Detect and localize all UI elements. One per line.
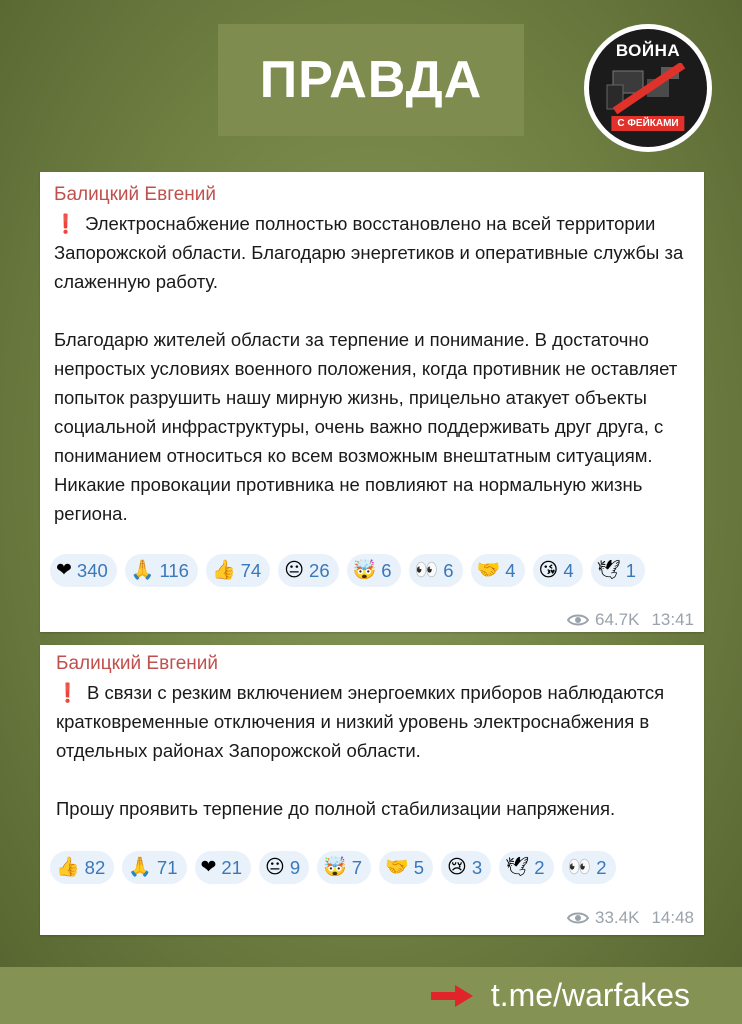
- logo: [584, 24, 712, 152]
- pray-icon: 🙏: [130, 559, 155, 581]
- header-badge: [218, 24, 524, 136]
- post-paragraph: [54, 209, 694, 296]
- reaction-count: 4: [563, 559, 574, 581]
- reaction-count: 21: [221, 856, 242, 878]
- post-paragraph-text: В связи с резким включением энергоемких приборов наблюдаются кратковременные отключения и низкий уровень электроснабжения в отдельных районах Запорожской области.: [56, 682, 670, 761]
- reaction-count: 340: [76, 559, 108, 581]
- page-title: ПРАВДА: [259, 51, 483, 109]
- post-paragraph: Благодарю жителей области за терпение и понимание. В достаточно непростых условиях военного положения, когда противник не оставляет попыток разрушить нашу мирную жизнь, прицельно атакует объекты социальной инфраструктуры, очень важно поддерживать друг друга, с пониманием относиться ко всем возможным внештатным ситуациям. Никакие провокации противника не повлияют на нормальную жизнь региона.: [54, 329, 683, 524]
- post-author[interactable]: Балицкий Евгений: [56, 653, 219, 674]
- reaction-count: 74: [240, 559, 262, 581]
- channel-link[interactable]: t.me/warfakes: [490, 977, 690, 1013]
- reaction-count: 7: [351, 856, 363, 878]
- post-paragraph: Прошу проявить терпение до полной стабилизации напряжения.: [56, 798, 616, 819]
- reaction-count: 4: [505, 559, 516, 581]
- view-count: 64.7K: [595, 610, 640, 629]
- exploding-head-icon: 🤯: [352, 559, 377, 581]
- post-paragraph-text: Электроснабжение полностью восстановлено на всей территории Запорожской области. Благодарю энергетиков и оперативные службы за слаженную работу.: [54, 213, 689, 292]
- post-meta: [567, 908, 694, 928]
- eye-icon: [567, 911, 589, 925]
- reaction-kiss[interactable]: [533, 554, 583, 587]
- post-author[interactable]: Балицкий Евгений: [54, 184, 217, 205]
- heart-icon: ❤: [200, 856, 217, 878]
- reaction-count: 6: [443, 559, 454, 581]
- arrow-right-icon: [431, 985, 473, 1007]
- handshake-icon: 🤝: [476, 559, 501, 581]
- reaction-count: 82: [84, 856, 106, 878]
- thumbs-up-icon: 👍: [211, 559, 236, 581]
- eye-icon: [567, 613, 589, 627]
- reaction-count: 9: [289, 856, 301, 878]
- reaction-handshake[interactable]: [379, 851, 433, 884]
- reaction-count: 26: [309, 559, 330, 581]
- dove-icon: 🕊: [596, 559, 621, 581]
- logo-top-text: ВОЙНА: [615, 41, 681, 60]
- reaction-thumbs-up[interactable]: [206, 554, 270, 587]
- reaction-count: 5: [413, 856, 425, 878]
- reaction-handshake[interactable]: [471, 554, 525, 587]
- reaction-count: 6: [381, 559, 392, 581]
- reaction-thumbs-up[interactable]: [50, 851, 114, 884]
- post-message: [56, 678, 696, 823]
- reaction-dove[interactable]: [591, 554, 645, 587]
- reactions-bar: [50, 554, 700, 587]
- reaction-exploding-head[interactable]: [347, 554, 401, 587]
- handshake-icon: 🤝: [385, 856, 409, 878]
- reaction-count: 116: [159, 559, 189, 581]
- reaction-count: 1: [625, 559, 637, 581]
- reaction-dove[interactable]: [499, 851, 553, 884]
- reaction-pray[interactable]: [122, 851, 186, 884]
- reaction-heart[interactable]: [195, 851, 252, 884]
- reaction-exploding-head[interactable]: [317, 851, 371, 884]
- logo-bottom-text: С ФЕЙКАМИ: [611, 116, 684, 131]
- view-count: 33.4K: [595, 908, 640, 927]
- reaction-pray[interactable]: [125, 554, 198, 587]
- post-time: 13:41: [651, 610, 694, 629]
- camera-crossed-icon: [603, 63, 693, 115]
- neutral-face-icon: 😐: [284, 559, 305, 581]
- post-card: [40, 172, 704, 632]
- reaction-count: 3: [471, 856, 483, 878]
- reaction-count: 2: [596, 856, 607, 878]
- eyes-icon: 👀: [567, 856, 592, 878]
- reaction-heart[interactable]: [50, 554, 117, 587]
- heart-icon: ❤: [56, 559, 72, 581]
- kiss-icon: 😘: [538, 559, 559, 581]
- reaction-count: 71: [156, 856, 178, 878]
- logo-circle: [589, 29, 707, 147]
- reaction-eyes[interactable]: [409, 554, 463, 587]
- footer-bar: [0, 967, 742, 1024]
- post-meta: [567, 610, 694, 630]
- thumbs-up-icon: 👍: [56, 856, 80, 878]
- post-card: [40, 645, 704, 935]
- exclamation-icon: ❗: [56, 682, 80, 703]
- reactions-bar: [50, 851, 700, 884]
- crying-face-icon: 😢: [447, 856, 467, 878]
- pray-icon: 🙏: [128, 856, 152, 878]
- reaction-neutral-face[interactable]: [259, 851, 309, 884]
- reaction-crying-face[interactable]: [441, 851, 491, 884]
- post-time: 14:48: [651, 908, 694, 927]
- exploding-head-icon: 🤯: [323, 856, 347, 878]
- neutral-face-icon: 😐: [265, 856, 285, 878]
- reaction-eyes[interactable]: [562, 851, 616, 884]
- post-message: [54, 209, 694, 528]
- exclamation-icon: ❗: [54, 213, 78, 234]
- eyes-icon: 👀: [414, 559, 439, 581]
- post-paragraph: [56, 678, 696, 765]
- dove-icon: 🕊: [505, 856, 530, 878]
- reaction-count: 2: [534, 856, 545, 878]
- reaction-neutral-face[interactable]: [278, 554, 338, 587]
